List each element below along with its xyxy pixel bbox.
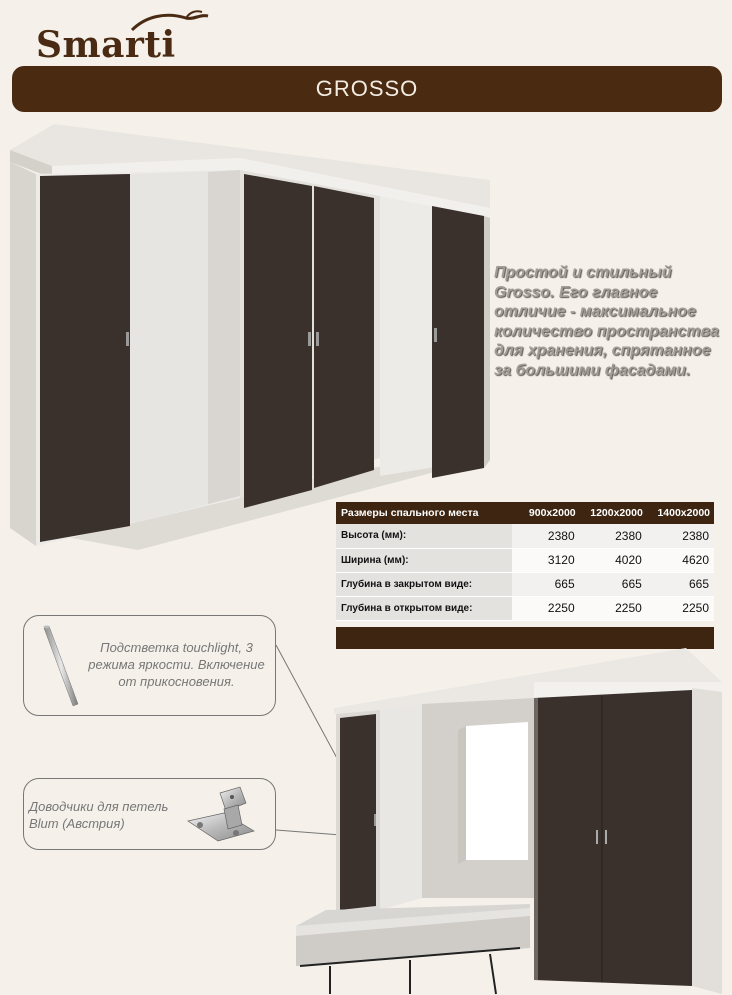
callout-line: от прикосновения.	[118, 674, 235, 689]
spec-header-size: 1400х2000	[647, 502, 714, 524]
spec-header-size: 1200х2000	[580, 502, 647, 524]
description-line: количество пространства	[494, 322, 719, 340]
row-label: Глубина в закрытом виде:	[336, 572, 512, 596]
cell-value: 2380	[512, 524, 579, 548]
description-line: за большими фасадами.	[494, 361, 691, 379]
touchlight-callout	[23, 615, 276, 716]
table-row	[336, 548, 714, 572]
description-line: Grosso. Его главное	[494, 283, 658, 301]
cell-value: 2380	[647, 524, 714, 548]
spec-header-label: Размеры спального места	[336, 502, 512, 524]
cell-value: 665	[512, 572, 579, 596]
cell-value: 2250	[512, 596, 579, 620]
spec-table-header	[336, 502, 714, 524]
hinge-callout	[23, 778, 276, 850]
callout-line: Blum (Австрия)	[29, 816, 125, 831]
cell-value: 2250	[647, 596, 714, 620]
callout-line: Подстветка touchlight, 3	[100, 640, 253, 655]
spec-header-size: 900х2000	[512, 502, 579, 524]
table-row	[336, 572, 714, 596]
cell-value: 3120	[512, 548, 579, 572]
hinge-text	[29, 798, 189, 832]
cell-value: 2380	[580, 524, 647, 548]
cell-value: 2250	[580, 596, 647, 620]
row-label: Ширина (мм):	[336, 548, 512, 572]
product-description	[494, 263, 724, 380]
hinge-icon	[184, 783, 268, 847]
description-line: отличие - максимальное	[494, 303, 696, 320]
row-label: Глубина в открытом виде:	[336, 596, 512, 620]
table-row	[336, 596, 714, 620]
spec-table	[336, 502, 714, 621]
callout-line: режима яркости. Включение	[88, 657, 265, 672]
touchlight-text	[79, 639, 274, 690]
spec-table-footer	[336, 627, 714, 649]
cell-value: 665	[647, 572, 714, 596]
page-title: GROSSO	[315, 76, 419, 101]
open-wardrobe-bed-illustration	[290, 648, 732, 995]
cell-value: 665	[580, 572, 647, 596]
row-label: Высота (мм):	[336, 524, 512, 548]
table-row	[336, 524, 714, 548]
cell-value: 4020	[580, 548, 647, 572]
brand-logo	[36, 10, 216, 66]
brand-name: Smarti	[36, 24, 176, 66]
led-light-bar-icon	[38, 624, 84, 710]
description-line: Простой и стильный	[494, 264, 672, 281]
description-line: для хранения, спрятанное	[494, 342, 711, 359]
cell-value: 4620	[647, 548, 714, 572]
callout-line: Доводчики для петель	[29, 799, 169, 814]
closed-wardrobe-illustration	[8, 118, 498, 558]
title-bar	[12, 66, 722, 112]
